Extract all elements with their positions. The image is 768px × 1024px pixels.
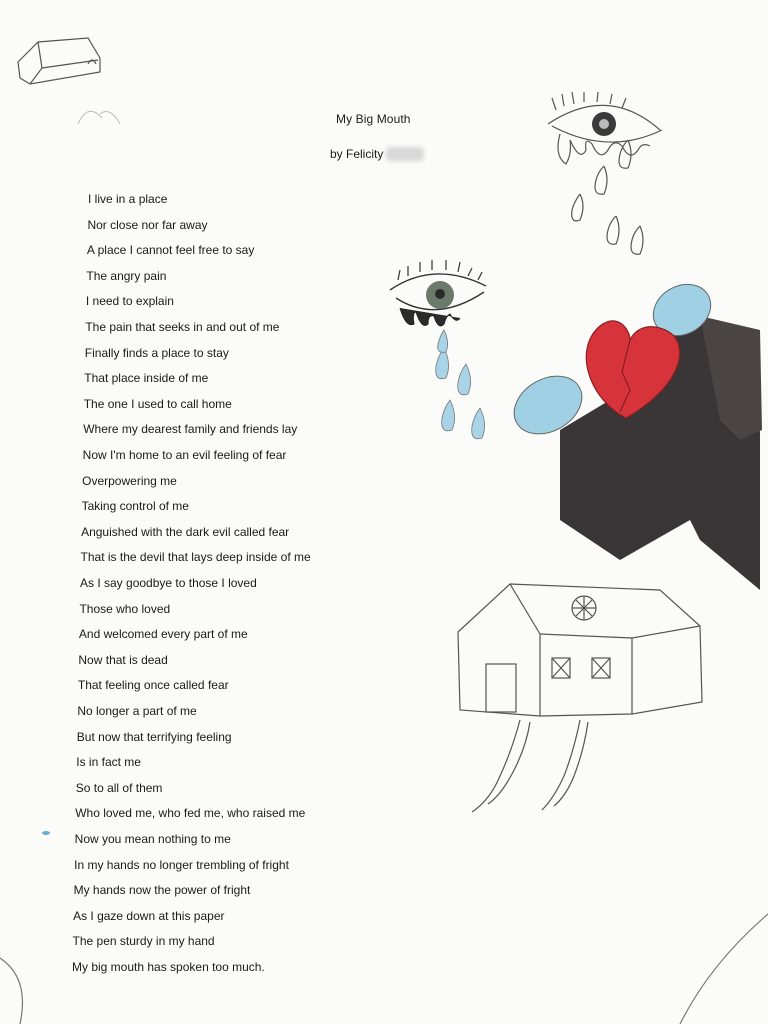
poem-line: Nor close nor far away — [87, 217, 208, 232]
poem-line: I need to explain — [85, 294, 174, 309]
poem-line: The pain that seeks in and out of me — [85, 320, 280, 334]
poem-line: Where my dearest family and friends lay — [83, 422, 298, 437]
poem-line: I live in a place — [88, 192, 168, 206]
poem-line: The one I used to call home — [83, 396, 232, 411]
poem-line: That feeling once called fear — [77, 678, 229, 693]
poem-line: Finally finds a place to stay — [84, 345, 229, 360]
poem-line: But now that terrifying feeling — [76, 729, 232, 744]
poem-line: The pen sturdy in my hand — [72, 934, 215, 949]
house-sketch-icon — [18, 38, 100, 84]
hand-icon — [504, 274, 762, 590]
poem-line: Who loved me, who fed me, who raised me — [75, 806, 306, 821]
poem-line: That place inside of me — [84, 371, 209, 386]
poem-line: As I gaze down at this paper — [73, 908, 225, 923]
poem-line: My hands now the power of fright — [73, 883, 251, 898]
redacted-surname — [386, 147, 424, 161]
poem-line: A place I cannot feel free to say — [86, 243, 255, 258]
poem-line: Now that is dead — [78, 652, 168, 667]
crying-eye-icon — [390, 260, 486, 439]
stray-mark — [100, 112, 120, 124]
poem-line: Taking control of me — [81, 499, 189, 514]
poem-line: And welcomed every part of me — [78, 627, 248, 642]
poem-line: As I say goodbye to those I loved — [80, 576, 257, 590]
stray-mark — [0, 958, 23, 1024]
poem-line: The angry pain — [86, 268, 167, 283]
crying-eye-icon — [548, 92, 662, 254]
stray-mark — [42, 831, 50, 835]
poem-title: My Big Mouth — [336, 112, 411, 126]
poem-line: My big mouth has spoken too much. — [72, 960, 265, 974]
poem-line: No longer a part of me — [77, 704, 197, 718]
poem-line: Now you mean nothing to me — [74, 832, 231, 846]
poem-line: So to all of them — [75, 780, 163, 795]
poem-byline — [330, 147, 424, 161]
poem-line: Those who loved — [79, 601, 171, 616]
house-drawing-icon — [458, 584, 702, 812]
poem-line: That is the devil that lays deep inside of me — [80, 550, 311, 565]
stray-mark — [680, 914, 768, 1024]
poem-line: Anguished with the dark evil called fear — [81, 524, 290, 539]
author-label: by Felicity — [330, 147, 384, 161]
poem-line: Overpowering me — [82, 473, 177, 488]
stray-mark — [78, 111, 102, 124]
poem-line: In my hands no longer trembling of fright — [74, 857, 289, 872]
poem-line: Now I'm home to an evil feeling of fear — [82, 448, 287, 462]
poem-line: Is in fact me — [76, 755, 141, 770]
